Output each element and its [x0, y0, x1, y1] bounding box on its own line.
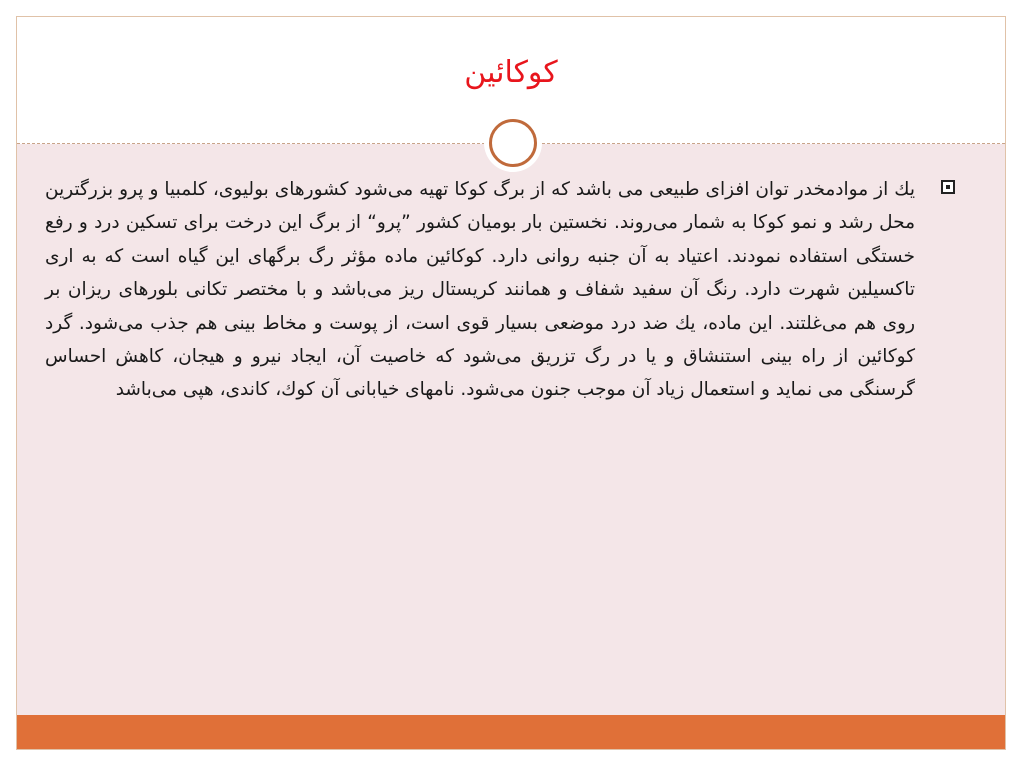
slide-title: کوکائین [464, 55, 558, 90]
circle-ornament-icon [484, 114, 542, 172]
body-paragraph: یك از موادمخدر توان افزای طبیعی می باشد که از برگ کوکا تهیه می‌شود کشورهای بولیوی، کلمبیا و پرو بزرگترین محل رشد و نمو کوکا به شمار می‌روند. نخستین بار بومیان کشور ”پرو“ از برگ این درخت برای تسکین درد و رفع خستگی استفاده نمودند. اعتیاد به آن جنبه روانی دارد. کوکائین ماده مؤثر رگ برگهای این گیاه است که به اری تاکسیلین شهرت دارد. رنگ آن سفید شفاف و همانند کریستال ریز می‌باشد و با مختصر تکانی بلورهای ریزان بر روی هم می‌غلتند. این ماده، یك ضد درد موضعی بسیار قوی است، از پوست و مخاط بینی هم جذب می‌شود. گرد کوکائین از راه بینی استنشاق و یا در رگ تزریق می‌شود که خاصیت آن، ایجاد نیرو و هیجان، کاهش احساس گرسنگی می نماید و استعمال زیاد آن موجب جنون می‌شود. نامهای خیابانی آن کوك، کاندی، هپی می‌باشد [45, 179, 915, 401]
circle-ring-icon [489, 119, 537, 167]
bullet-dot-icon [946, 185, 950, 189]
slide [16, 16, 1006, 750]
footer-bar [17, 715, 1005, 749]
square-bullet-icon [941, 180, 955, 194]
